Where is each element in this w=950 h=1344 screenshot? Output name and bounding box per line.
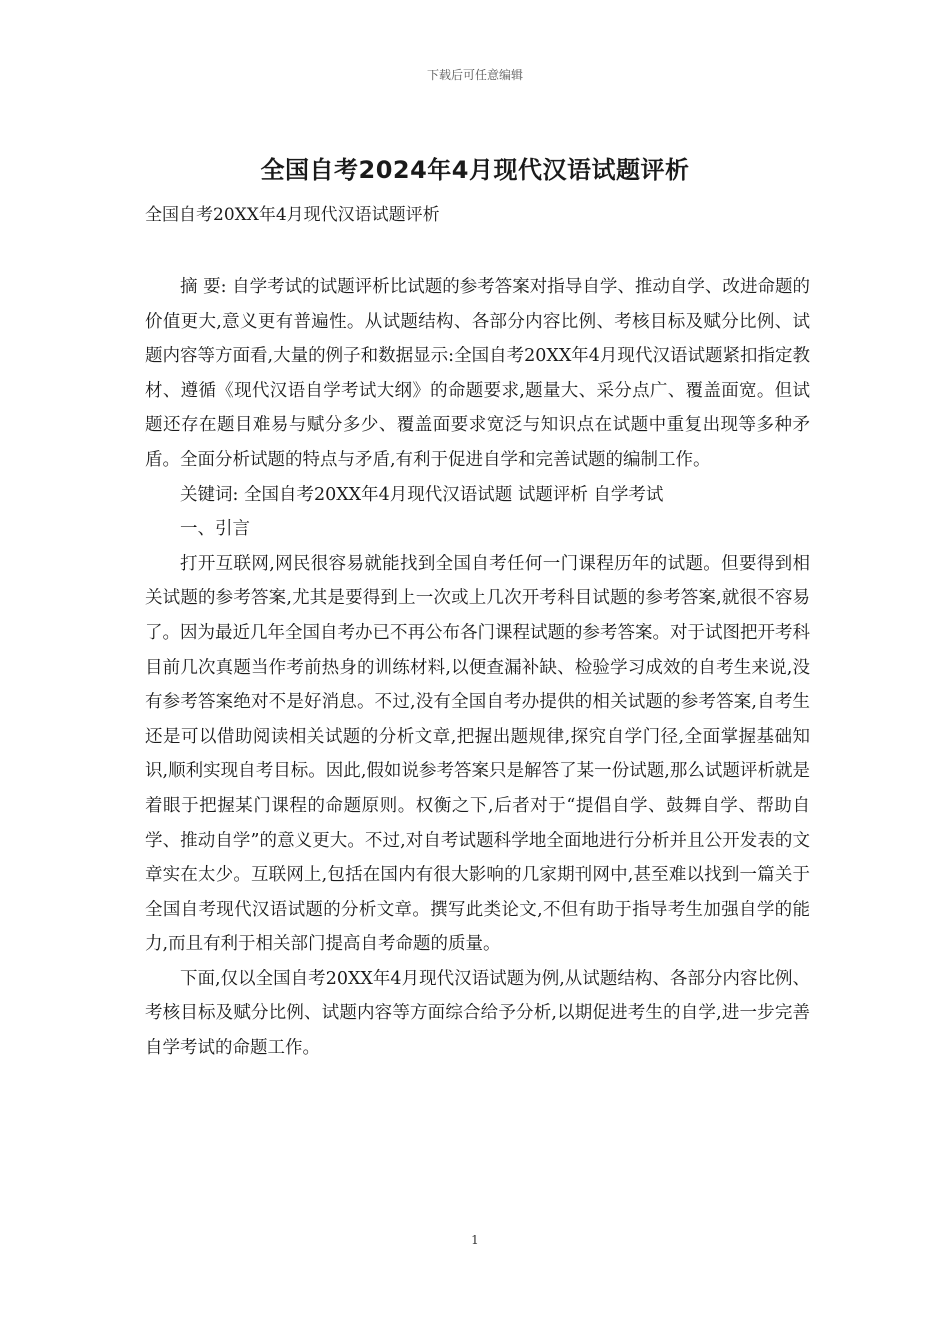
page-number: 1 <box>471 1233 479 1247</box>
keywords-paragraph: 关键词: 全国自考20XX年4月现代汉语试题 试题评析 自学考试 <box>180 484 664 505</box>
document-body <box>145 270 810 1066</box>
document-title: 全国自考2024年4月现代汉语试题评析 <box>260 156 690 184</box>
section-heading-introduction: 一、引言 <box>180 519 250 540</box>
page-header-note: 下载后可任意编辑 <box>426 68 523 82</box>
abstract-paragraph: 摘 要: 自学考试的试题评析比试题的参考答案对指导自学、推动自学、改进命题的价值更大,意义更有普遍性。从试题结构、各部分内容比例、考核目标及赋分比例、试题内容等方面看,大量的例子和数据显示:全国自考20XX年4月现代汉语试题紧扣指定教材、遵循《现代汉语自学考试大纲》的命题要求,题量大、采分点广、覆盖面宽。但试题还存在题目难易与赋分多少、覆盖面要求宽泛与知识点在试题中重复出现等多种矛盾。全面分析试题的特点与矛盾,有利于促进自学和完善试题的编制工作。 <box>145 277 810 470</box>
body-paragraph: 打开互联网,网民很容易就能找到全国自考任何一门课程历年的试题。但要得到相关试题的参考答案,尤其是要得到上一次或上几次开考科目试题的参考答案,就很不容易了。因为最近几年全国自考办已不再公布各门课程试题的参考答案。对于试图把开考科目前几次真题当作考前热身的训练材料,以便查漏补缺、检验学习成效的自考生来说,没有参考答案绝对不是好消息。不过,没有全国自考办提供的相关试题的参考答案,自考生还是可以借助阅读相关试题的分析文章,把握出题规律,探究自学门径,全面掌握基础知识,顺利实现自考目标。因此,假如说参考答案只是解答了某一份试题,那么试题评析就是着眼于把握某门课程的命题原则。权衡之下,后者对于“提倡自学、鼓舞自学、帮助自学、推动自学”的意义更大。不过,对自考试题科学地全面地进行分析并且公开发表的文章实在太少。互联网上,包括在国内有很大影响的几家期刊网中,甚至难以找到一篇关于全国自考现代汉语试题的分析文章。撰写此类论文,不但有助于指导考生加强自学的能力,而且有利于相关部门提高自考命题的质量。 <box>145 553 810 955</box>
document-subtitle: 全国自考20XX年4月现代汉语试题评析 <box>145 205 440 225</box>
body-paragraph: 下面,仅以全国自考20XX年4月现代汉语试题为例,从试题结构、各部分内容比例、考核目标及赋分比例、试题内容等方面综合给予分析,以期促进考生的自学,进一步完善自学考试的命题工作。 <box>145 968 810 1059</box>
